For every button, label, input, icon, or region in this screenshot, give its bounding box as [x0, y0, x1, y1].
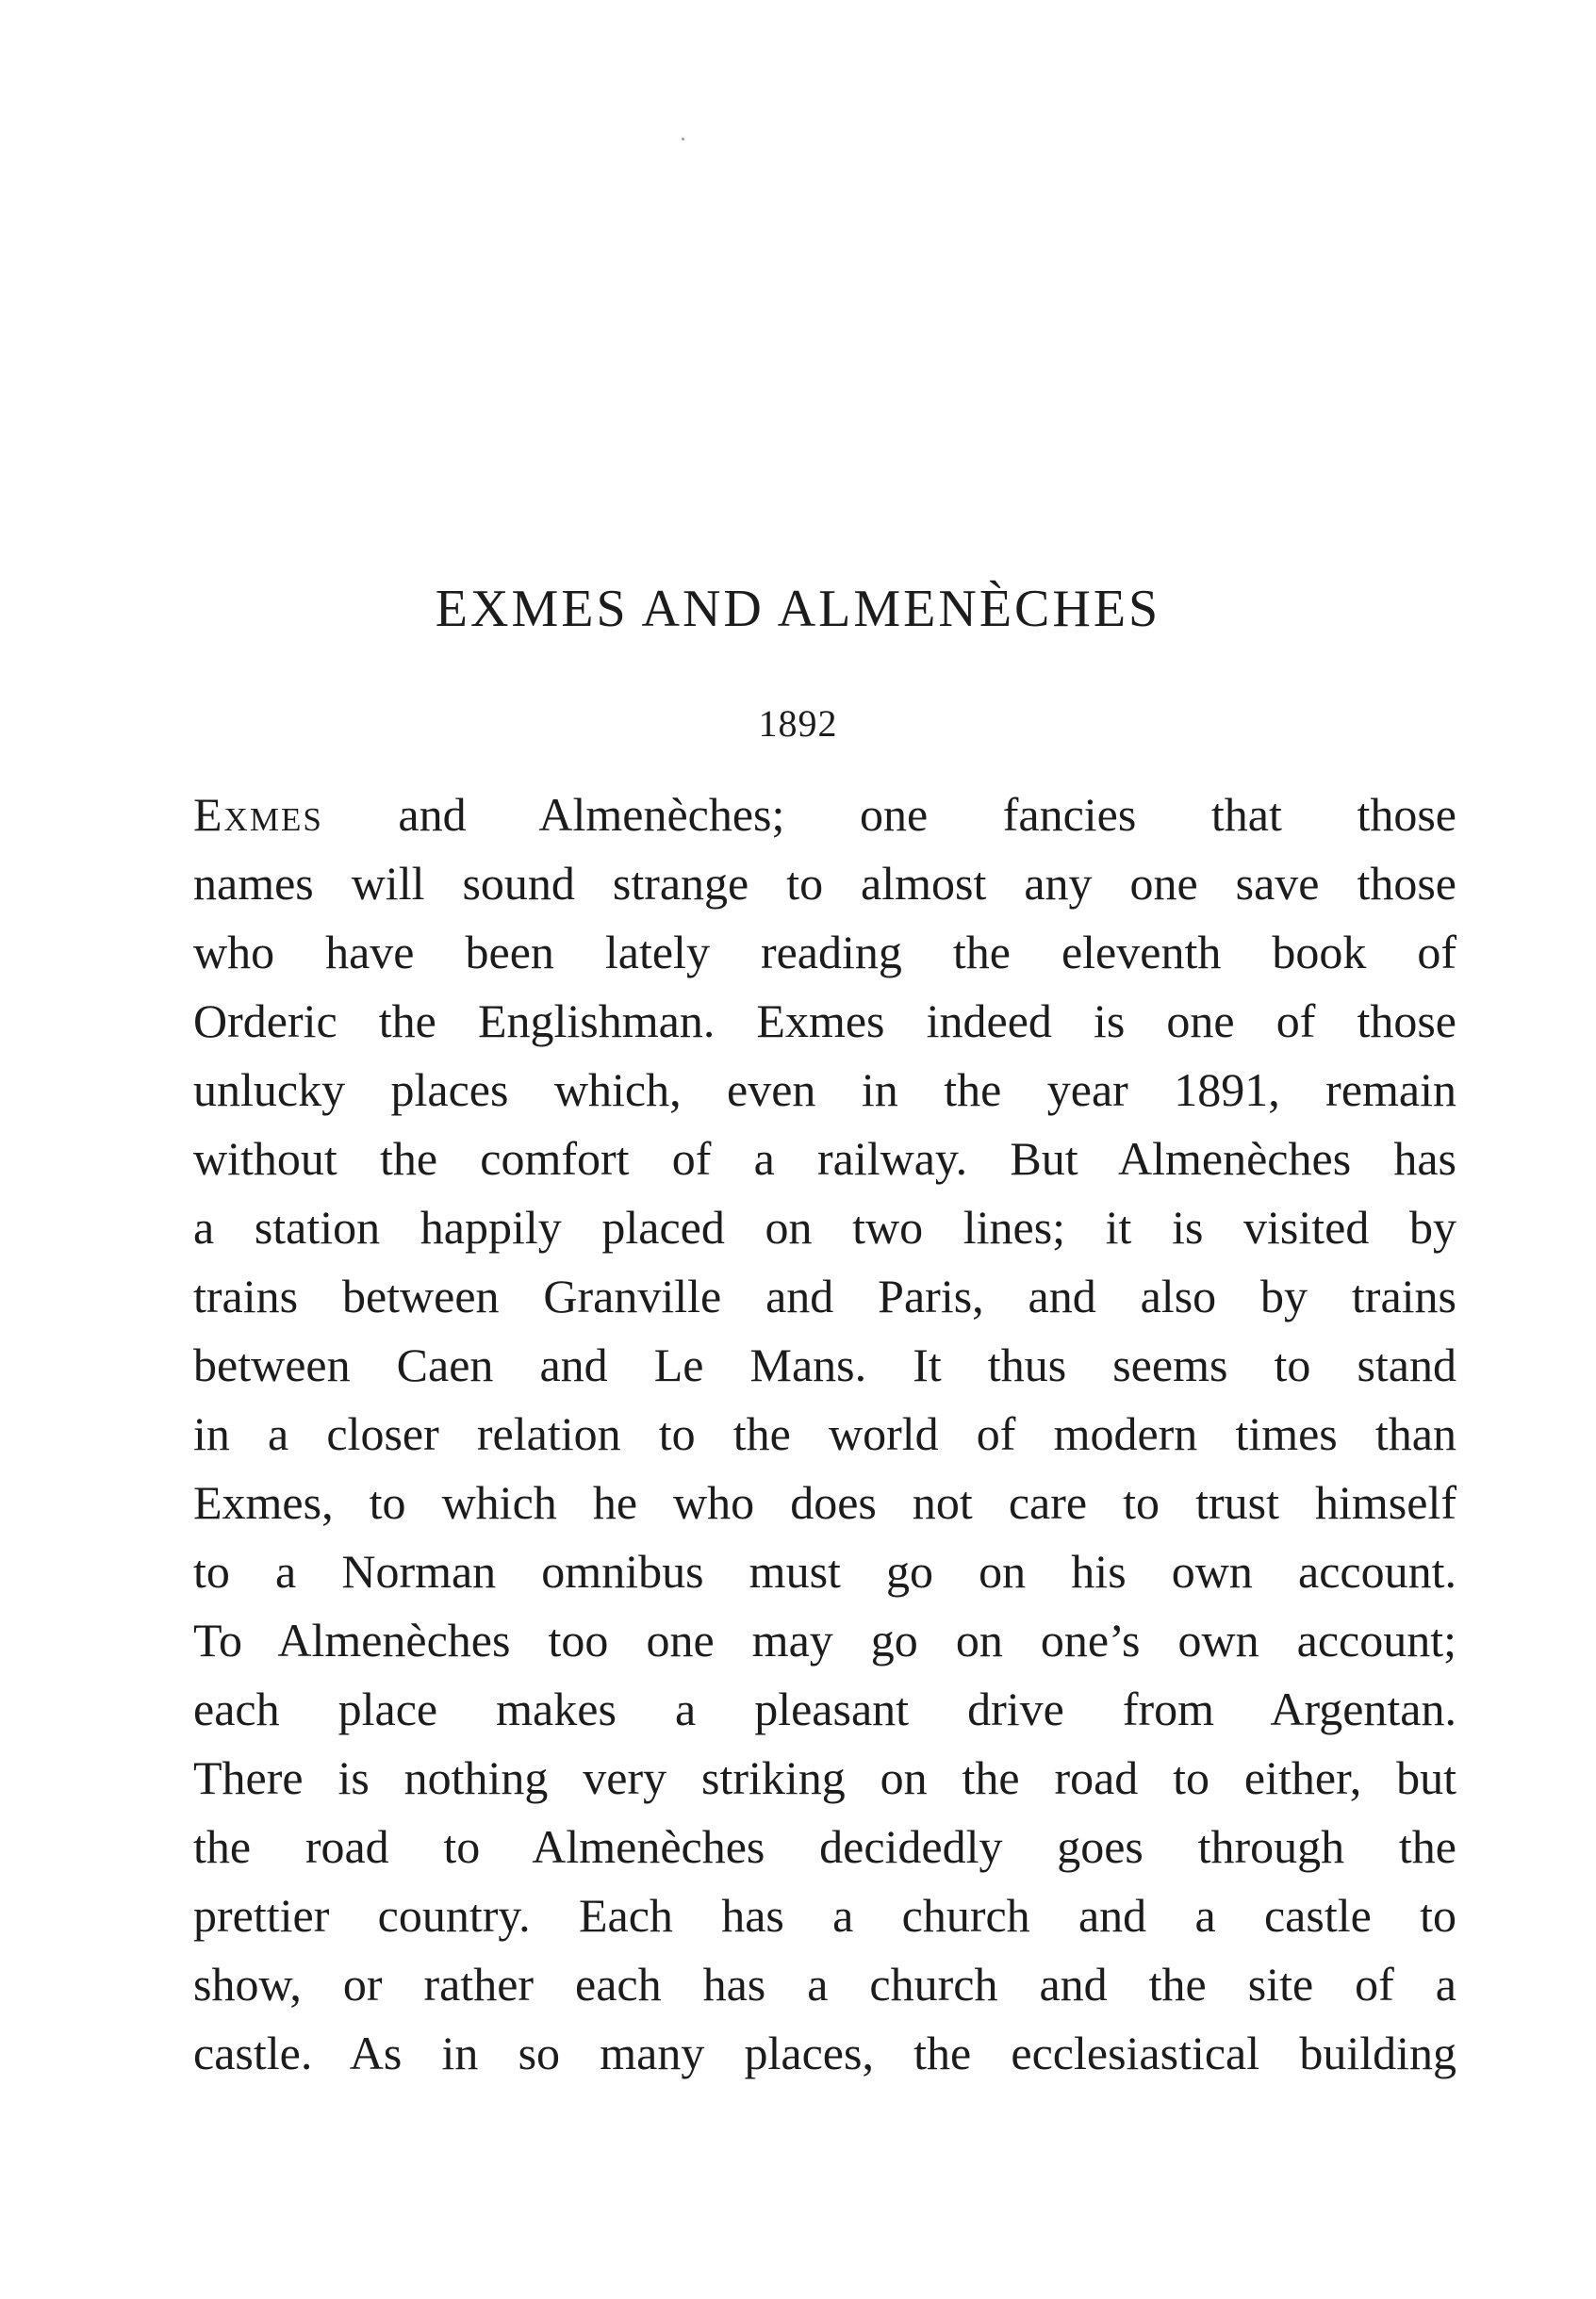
text-line-1-rest: and Almenèches; one fancies that those — [322, 788, 1456, 841]
text-line-12: to a Norman omnibus must go on his own account. — [193, 1545, 1456, 1598]
text-line-14: each place makes a pleasant drive from Argentan. — [193, 1683, 1456, 1735]
body-paragraph — [193, 780, 1456, 2088]
text-line-15: There is nothing very striking on the road to either, but — [193, 1751, 1456, 1804]
text-line-18: show, or rather each has a church and the site of a — [193, 1958, 1456, 2011]
text-line-13: To Almenèches too one may go on one’s own account; — [193, 1614, 1456, 1667]
text-line-19: castle. As in so many places, the ecclesiastical building — [193, 2027, 1456, 2079]
opening-word: Exmes — [193, 788, 323, 841]
text-line-7: a station happily placed on two lines; it is visited by — [193, 1201, 1456, 1254]
chapter-title: EXMES AND ALMENÈCHES — [435, 580, 1161, 638]
chapter-year: 1892 — [758, 702, 838, 745]
ink-speck — [682, 138, 684, 140]
text-line-1 — [193, 780, 1456, 849]
text-line-8: trains between Granville and Paris, and also by trains — [193, 1270, 1456, 1322]
text-line-4: Orderic the Englishman. Exmes indeed is one of those — [193, 994, 1456, 1047]
text-line-10: in a closer relation to the world of modern times than — [193, 1407, 1456, 1460]
text-line-3: who have been lately reading the eleventh book of — [193, 926, 1456, 978]
text-line-9: between Caen and Le Mans. It thus seems to stand — [193, 1338, 1456, 1391]
text-line-16: the road to Almenèches decidedly goes through the — [193, 1820, 1456, 1873]
text-line-2: names will sound strange to almost any one save those — [193, 857, 1456, 910]
text-line-5: unlucky places which, even in the year 1891, remain — [193, 1063, 1456, 1116]
text-line-11: Exmes, to which he who does not care to trust himself — [193, 1476, 1456, 1529]
text-line-17: prettier country. Each has a church and a castle to — [193, 1889, 1456, 1942]
text-line-6: without the comfort of a railway. But Almenèches has — [193, 1132, 1456, 1185]
